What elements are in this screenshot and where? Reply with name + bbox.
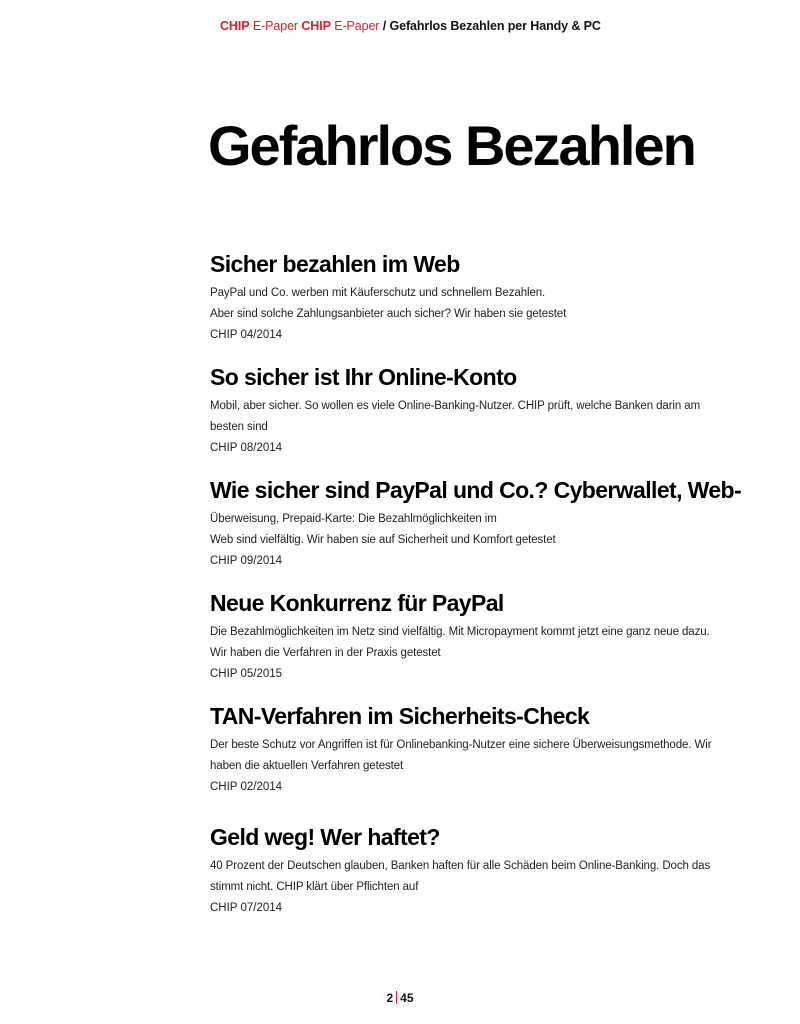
article-description: PayPal und Co. werben mit Käuferschutz und schnellem Bezahlen. Aber sind solche Zahlungsanbieter auch sicher? Wir haben sie getestet	[210, 287, 567, 320]
article-item[interactable]	[210, 703, 730, 798]
total-pages: 45	[400, 991, 414, 1005]
article-source: CHIP 07/2014	[210, 902, 283, 914]
article-title[interactable]: Sicher bezahlen im Web	[210, 251, 460, 277]
page-title: Gefahrlos Bezahlen	[208, 114, 695, 177]
article-item[interactable]	[210, 824, 730, 919]
article-title[interactable]: Geld weg! Wer haftet?	[210, 824, 440, 850]
article-item[interactable]	[210, 477, 742, 572]
article-description: Die Bezahlmöglichkeiten im Netz sind vielfältig. Mit Micropayment kommt jetzt eine ganz neue dazu. Wir haben die Verfahren in der Praxis getestet	[210, 626, 710, 659]
page-divider	[396, 991, 397, 1004]
breadcrumb-brand-2[interactable]: CHIP	[301, 19, 331, 33]
article-item[interactable]	[210, 590, 730, 685]
article-source: CHIP 05/2015	[210, 668, 283, 680]
article-source: CHIP 08/2014	[210, 442, 283, 454]
article-source: CHIP 02/2014	[210, 781, 283, 793]
article-title[interactable]: Wie sicher sind PayPal und Co.? Cyberwallet, Web-	[210, 477, 742, 503]
breadcrumb-separator: /	[379, 19, 390, 33]
breadcrumb-current: Gefahrlos Bezahlen per Handy & PC	[389, 19, 601, 33]
article-title[interactable]: Neue Konkurrenz für PayPal	[210, 590, 504, 616]
article-description: Mobil, aber sicher. So wollen es viele Online-Banking-Nutzer. CHIP prüft, welche Banken darin am besten sind	[210, 400, 701, 433]
article-title[interactable]: TAN-Verfahren im Sicherheits-Check	[210, 703, 590, 729]
article-item[interactable]	[210, 251, 730, 346]
breadcrumb	[220, 19, 601, 33]
breadcrumb-epaper-2[interactable]: E-Paper	[330, 19, 380, 33]
breadcrumb-epaper[interactable]: E-Paper	[249, 19, 302, 33]
current-page: 2	[386, 991, 394, 1005]
article-source: CHIP 09/2014	[210, 555, 283, 567]
article-description: Der beste Schutz vor Angriffen ist für Onlinebanking-Nutzer eine sichere Überweisungsmethode. Wir haben die aktuellen Verfahren getestet	[210, 739, 712, 772]
article-description: 40 Prozent der Deutschen glauben, Banken haften für alle Schäden beim Online-Banking. Doch das stimmt nicht. CHIP klärt über Pflichten auf	[210, 860, 711, 893]
breadcrumb-brand[interactable]: CHIP	[220, 19, 250, 33]
article-description: Überweisung, Prepaid-Karte: Die Bezahlmöglichkeiten im Web sind vielfältig. Wir haben sie auf Sicherheit und Komfort getestet	[210, 513, 556, 546]
page-indicator	[0, 991, 800, 1005]
article-item[interactable]	[210, 364, 730, 459]
article-source: CHIP 04/2014	[210, 329, 283, 341]
article-title[interactable]: So sicher ist Ihr Online-Konto	[210, 364, 517, 390]
